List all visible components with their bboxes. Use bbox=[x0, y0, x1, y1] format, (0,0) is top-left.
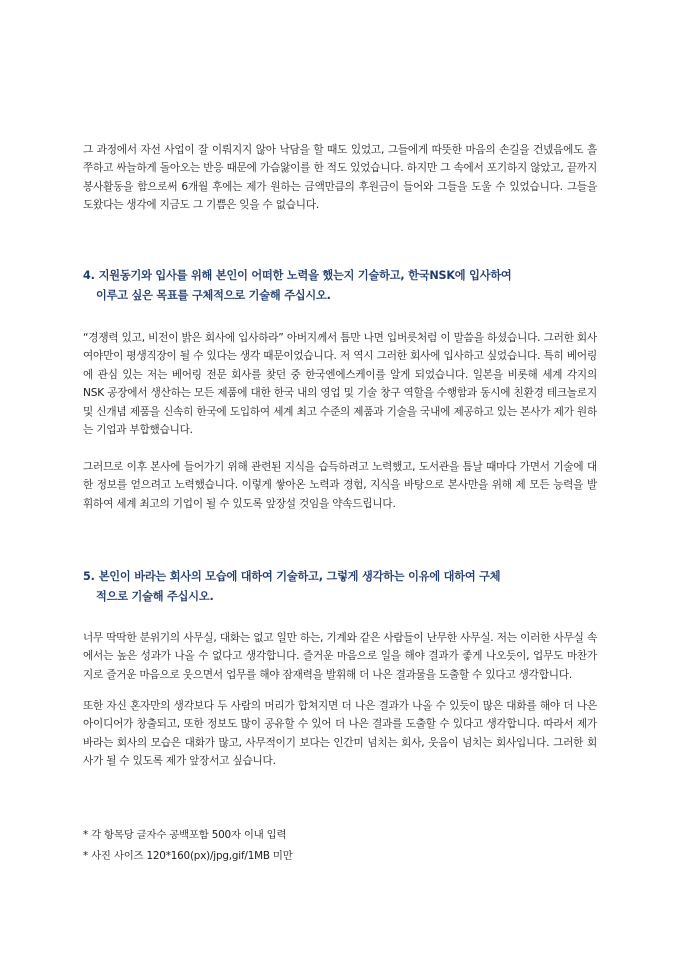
paragraph-office-atmosphere: 너무 딱딱한 분위기의 사무실, 대화는 없고 일만 하는, 기계와 같은 사람들이 난무한 사무실. 저는 이러한 사무실 속에서는 높은 성과가 나올 수 없다고 생각합니다. 즐거운 마음으로 일을 해야 결과가 좋게 나오듯이, 업무도 마찬가지로 즐거운 마음으로 웃으면서 업무를 해야 잠재력을 발휘해 더 나은 결과물을 도출할 수 있다고 생각합니다. bbox=[83, 632, 597, 681]
question-5-number: 5. bbox=[83, 570, 95, 583]
question-4-line1: 지원동기와 입사를 위해 본인이 어떠한 노력을 했는지 기술하고, 한국NSK에 입사하여 bbox=[98, 269, 512, 282]
paragraph-ideal-company: 또한 자신 혼자만의 생각보다 두 사람의 머리가 합쳐지면 더 나은 결과가 나올 수 있듯이 많은 대화를 해야 더 나은 아이디어가 창출되고, 또한 정보도 많이 공유할 수 있어 더 나은 결과를 도출할 수 있다고 생각합니다. 따라서 제가 바라는 회사의 모습은 대화가 많고, 사무적이기 보다는 인간미 넘치는 회사, 웃음이 넘치는 회사입니다. 그러한 회사가 될 수 있도록 제가 앞장서고 싶습니다. bbox=[83, 700, 597, 768]
paragraph-effort: 그러므로 이후 본사에 들어가기 위해 관련된 지식을 습득하려고 노력했고, 도서관을 틈날 때마다 가면서 기술에 대한 정보를 얻으려고 노력했습니다. 이렇게 쌓아온 노력과 경험, 지식을 바탕으로 본사만을 위해 제 모든 능력을 발휘하여 세계 최고의 기업이 될 수 있도록 앞장설 것임을 약속드립니다. bbox=[83, 461, 597, 510]
question-5-line2: 적으로 기술해 주십시오. bbox=[96, 590, 214, 603]
question-4-line2: 이루고 싶은 목표를 구체적으로 기술해 주십시오. bbox=[96, 289, 331, 302]
question-5-heading bbox=[83, 567, 597, 607]
question-5-line1: 본인이 바라는 회사의 모습에 대하여 기술하고, 그렇게 생각하는 이유에 대하여 구체 bbox=[98, 570, 501, 583]
paragraph-motivation: “경쟁력 있고, 비전이 밝은 회사에 입사하라” 아버지께서 틈만 나면 입버릇처럼 이 말씀을 하셨습니다. 그러한 회사여야만이 평생직장이 될 수 있다는 생각 때문이었습니다. 저 역시 그러한 회사에 입사하고 싶었습니다. 특히 베어링에 관심 있는 저는 베어링 전문 회사를 찾던 중 한국엔에스케이를 알게 되었습니다. 일본을 비롯해 세계 각지의 NSK 공장에서 생산하는 모든 제품에 대한 한국 내의 영업 및 기술 창구 역할을 수행함과 동시에 친환경 테크놀로지 및 신개념 제품을 신속히 한국에 도입하여 세계 최고 수준의 제품과 기술을 국내에 제공하고 있는 본사가 제가 원하는 기업과 부합했습니다. bbox=[83, 332, 597, 437]
footnote-photo-size: * 사진 사이즈 120*160(px)/jpg,gif/1MB 미만 bbox=[83, 850, 293, 862]
paragraph-volunteer-conclusion: 그 과정에서 자선 사업이 잘 이뤄지지 않아 낙담을 할 때도 있었고, 그들에게 따뜻한 마음의 손길을 건넸음에도 흘쭈하고 싸늘하게 돌아오는 반응 때문에 가슴앓이를 한 적도 있었습니다. 하지만 그 속에서 포기하지 않았고, 끝까지 봉사활동을 함으로써 6개월 후에는 제가 원하는 금액만큼의 후원금이 들어와 그들을 도울 수 있었습니다. 그들을 도왔다는 생각에 지금도 그 기쁨은 잊을 수 없습니다. bbox=[83, 144, 597, 212]
footnote-character-limit: * 각 항목당 글자수 공백포함 500자 이내 입력 bbox=[83, 829, 287, 841]
question-4-heading bbox=[83, 266, 597, 306]
question-4-number: 4. bbox=[83, 269, 95, 282]
